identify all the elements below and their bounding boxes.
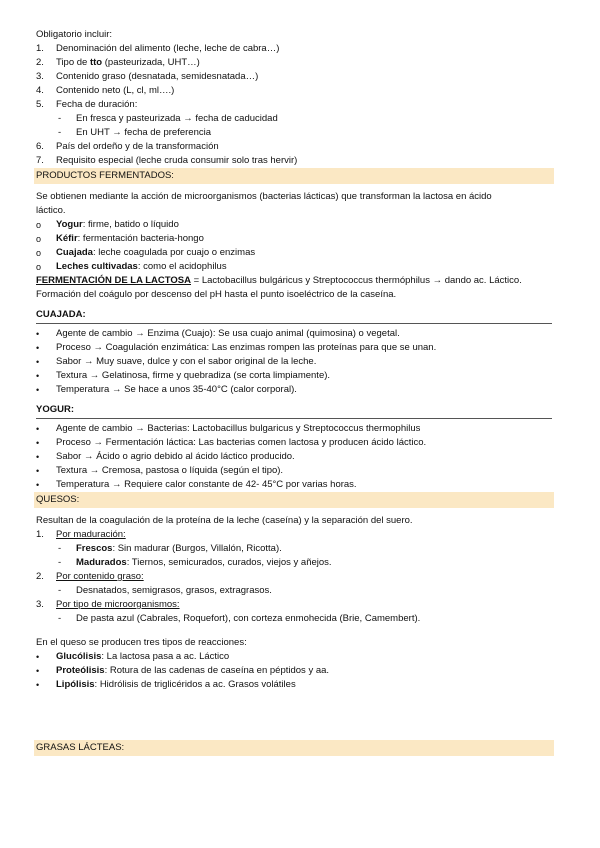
- list-item: • Agente de cambio → Bacterias: Lactobacillus bulgaricus y Streptococcus thermophilus: [36, 423, 421, 434]
- list-item: • Temperatura → Se hace a unos 35-40°C (calor corporal).: [36, 384, 297, 395]
- fermentados-types: [36, 218, 552, 274]
- list-item: • Agente de cambio → Enzima (Cuajo): Se usa cuajo animal (quimosina) o vegetal.: [36, 328, 400, 339]
- section-heading-yogur: YOGUR:: [36, 403, 552, 419]
- list-item: 5. Fecha de duración:: [36, 99, 138, 110]
- quesos-group-1: [36, 528, 552, 542]
- list-item: - Madurados: Tiernos, semicurados, curados, viejos y añejos.: [36, 556, 552, 570]
- list-item: • Textura → Cremosa, pastosa o líquida (según el tipo).: [36, 465, 284, 476]
- list-item: o Leches cultivadas: como el acidophilus: [36, 261, 227, 272]
- list-item: • Glucólisis: La lactosa pasa a ac. Láctico: [36, 651, 230, 662]
- list-item: • Textura → Gelatinosa, firme y quebradiza (se corta limpiamente).: [36, 370, 331, 381]
- obligatorio-list-cont: [36, 140, 552, 168]
- document-page: [36, 28, 552, 756]
- cuajada-list: [36, 327, 552, 397]
- list-item: 3. Contenido graso (desnatada, semidesnatada…): [36, 71, 259, 82]
- list-item: • Proceso → Coagulación enzimática: Las enzimas rompen las proteínas para que se unan.: [36, 342, 437, 353]
- section-heading-cuajada: CUAJADA:: [36, 308, 552, 324]
- yogur-list: [36, 422, 552, 492]
- list-item: • Lipólisis: Hidrólisis de triglicéridos a ac. Grasos volátiles: [36, 679, 296, 690]
- quesos-group-2-items: [36, 584, 552, 598]
- list-item: - Frescos: Sin madurar (Burgos, Villalón, Ricotta).: [36, 542, 552, 556]
- section-heading-quesos: QUESOS:: [34, 492, 554, 508]
- list-item: 2. Tipo de tto (pasteurizada, UHT…): [36, 57, 200, 68]
- coagulo-line: Formación del coágulo por descenso del pH hasta el punto isoeléctrico de la caseína.: [36, 289, 397, 300]
- list-item: 1. Por maduración:: [36, 529, 126, 540]
- fermentados-intro-2: láctico.: [36, 205, 66, 216]
- list-item: o Yogur: firme, batido o líquido: [36, 219, 179, 230]
- obligatorio-list: [36, 42, 552, 112]
- quesos-group-3-items: [36, 612, 552, 626]
- list-item: 1. Denominación del alimento (leche, leche de cabra…): [36, 43, 280, 54]
- list-item: - De pasta azul (Cabrales, Roquefort), con corteza enmohecida (Brie, Camembert).: [36, 612, 552, 626]
- list-item: • Proteólisis: Rotura de las cadenas de caseína en péptidos y aa.: [36, 665, 330, 676]
- list-item: • Sabor → Ácido o agrio debido al ácido láctico producido.: [36, 451, 295, 462]
- quesos-group-2: [36, 570, 552, 584]
- list-item: • Temperatura → Requiere calor constante de 42- 45°C por varias horas.: [36, 479, 357, 490]
- fermentados-intro-1: Se obtienen mediante la acción de microorganismos (bacterias lácticas) que transforman la lactosa en ácido: [36, 191, 492, 202]
- list-item: o Cuajada: leche coagulada por cuajo o enzimas: [36, 247, 256, 258]
- list-item: 3. Por tipo de microorganismos:: [36, 599, 180, 610]
- list-item: 4. Contenido neto (L, cl, ml….): [36, 85, 175, 96]
- list-item: 2. Por contenido graso:: [36, 571, 144, 582]
- list-item: - Desnatados, semigrasos, grasos, extragrasos.: [36, 584, 552, 598]
- fermentacion-line: FERMENTACIÓN DE LA LACTOSA = Lactobacillus bulgáricus y Streptococcus thermóphilus → dando ac. Láctico.: [36, 275, 522, 286]
- quesos-intro: Resultan de la coagulación de la proteína de la leche (caseína) y la separación del suero.: [36, 515, 413, 526]
- section-heading-fermentados: PRODUCTOS FERMENTADOS:: [34, 168, 554, 184]
- obligatorio-title: Obligatorio incluir:: [36, 29, 113, 40]
- list-item: - En fresca y pasteurizada → fecha de caducidad: [36, 112, 552, 126]
- fecha-sublist: [36, 112, 552, 140]
- quesos-group-3: [36, 598, 552, 612]
- list-item: • Sabor → Muy suave, dulce y con el sabor original de la leche.: [36, 356, 317, 367]
- list-item: 6. País del ordeño y de la transformación: [36, 141, 219, 152]
- reacciones-intro: En el queso se producen tres tipos de reacciones:: [36, 637, 247, 648]
- reacciones-list: [36, 650, 552, 692]
- section-heading-grasas: GRASAS LÁCTEAS:: [34, 740, 554, 756]
- list-item: - En UHT → fecha de preferencia: [36, 126, 552, 140]
- quesos-group-1-items: [36, 542, 552, 570]
- list-item: 7. Requisito especial (leche cruda consumir solo tras hervir): [36, 155, 298, 166]
- list-item: • Proceso → Fermentación láctica: Las bacterias comen lactosa y producen ácido láctico.: [36, 437, 427, 448]
- list-item: o Kéfir: fermentación bacteria-hongo: [36, 233, 204, 244]
